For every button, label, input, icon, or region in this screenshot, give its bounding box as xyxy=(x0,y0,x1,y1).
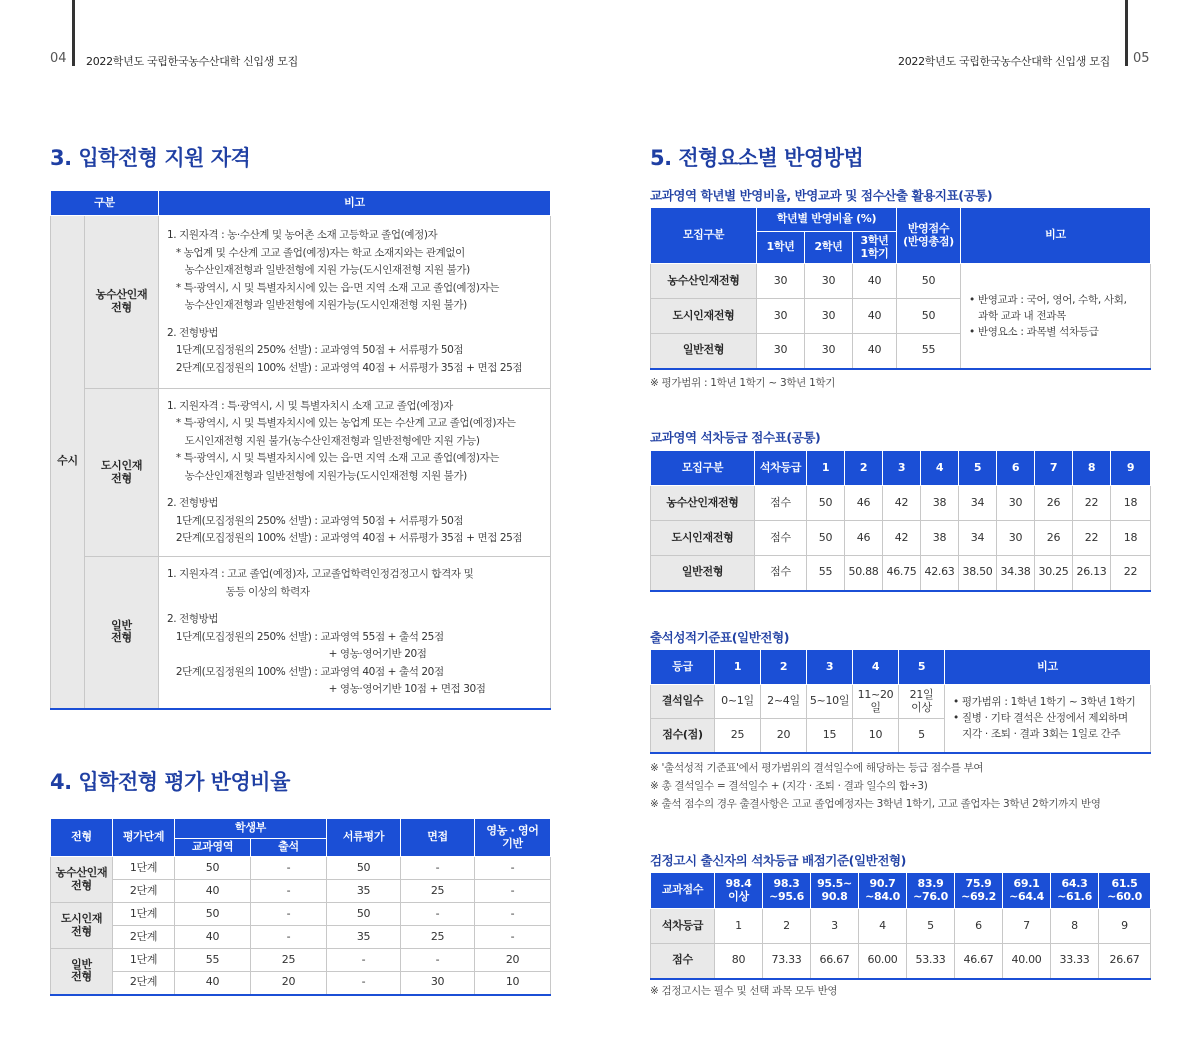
value-cell: 42 xyxy=(883,521,921,556)
value-cell: 42 xyxy=(883,486,921,521)
t3-header: 비고 xyxy=(945,650,1151,685)
section5-title: 5. 전형요소별 반영방법 xyxy=(650,146,864,170)
t2-header: 7 xyxy=(1035,451,1073,486)
t4-header-range: 90.7 ~84.0 xyxy=(859,873,907,909)
right-header-title: 2022학년도 국립한국농수산대학 신입생 모집 xyxy=(898,55,1110,68)
value-cell: 80 xyxy=(715,944,763,979)
group-name-text: 농수산인재 전형 xyxy=(55,865,108,892)
t4-header-range: 75.9 ~69.2 xyxy=(955,873,1003,909)
t1-note-list xyxy=(969,292,1148,340)
table-row xyxy=(51,880,551,903)
value-cell: 46.75 xyxy=(883,556,921,591)
value-cell: - xyxy=(475,926,551,949)
eligibility-row-desc xyxy=(159,557,551,709)
header-subject: 교과영역 xyxy=(175,839,251,857)
eligibility-header-category: 구분 xyxy=(51,191,159,216)
value-cell: 38.50 xyxy=(959,556,997,591)
value-cell: 53.33 xyxy=(907,944,955,979)
header-attendance: 출석 xyxy=(251,839,327,857)
header-farming-english-text: 영농 · 영어 기반 xyxy=(486,823,539,850)
table-row xyxy=(51,949,551,972)
group-name: 도시인재전형 xyxy=(651,299,757,334)
row-name-text: 도시인재 전형 xyxy=(100,458,143,485)
t1-header-y3-text: 3학년 1학기 xyxy=(860,233,889,260)
t4-header-range: 61.5 ~60.0 xyxy=(1099,873,1151,909)
table3-footnote-3: ※ 출석 점수의 경우 출결사항은 고교 졸업예정자는 3학년 1학기, 고교 졸업자는 3학년 2학기까지 반영 xyxy=(650,798,1101,810)
eligibility-category: 수시 xyxy=(51,216,85,709)
row-label: 점수(점) xyxy=(651,719,715,753)
ged-table xyxy=(650,872,1151,980)
note-item: • 반영요소 : 과목별 석차등급 xyxy=(969,325,1099,338)
value-cell: 34 xyxy=(959,521,997,556)
desc-line: * 농업계 및 수산계 고교 졸업(예정)자는 학교 소재지와는 관계없이 xyxy=(167,246,465,259)
desc-line: * 특·광역시, 시 및 특별자치시에 있는 농업계 또는 수산계 고교 졸업(예정)자는 xyxy=(167,417,516,429)
value-cell: 5 xyxy=(907,909,955,944)
value-cell: 40.00 xyxy=(1003,944,1051,979)
stage-cell: 1단계 xyxy=(113,857,175,880)
value-cell: 38 xyxy=(921,521,959,556)
value-cell: 22 xyxy=(1073,486,1111,521)
rank-score-table xyxy=(650,450,1151,592)
eligibility-header-note: 비고 xyxy=(159,191,551,216)
row-name-text: 농수산인재 전형 xyxy=(95,288,148,314)
value-cell: - xyxy=(401,949,475,972)
group-name-text: 도시인재 전형 xyxy=(60,911,103,938)
desc-line: 1. 지원자격 : 농·수산계 및 농어촌 소재 고등학교 졸업(예정)자 xyxy=(167,229,438,241)
grade-ratio-table xyxy=(650,207,1151,370)
value-cell: 30 xyxy=(757,334,805,369)
value-cell: 30.25 xyxy=(1035,556,1073,591)
value-cell: 11~20일 xyxy=(853,685,899,719)
t4-body xyxy=(651,873,1151,979)
value-cell: 6 xyxy=(955,909,1003,944)
value-cell: 점수 xyxy=(755,556,807,591)
value-cell: 30 xyxy=(757,299,805,334)
desc-line: 2. 전형방법 xyxy=(167,613,219,625)
table-row xyxy=(651,944,1151,979)
table-row xyxy=(651,873,1151,909)
t2-header: 6 xyxy=(997,451,1035,486)
desc-line: 1단계(모집정원의 250% 선발) : 교과영역 50점 + 서류평가 50점 xyxy=(167,344,464,356)
value-cell: 55 xyxy=(175,949,251,972)
group-name: 도시인재전형 xyxy=(651,521,755,556)
value-cell: - xyxy=(251,903,327,926)
t3-note-list xyxy=(953,694,1148,742)
t1-note-cell xyxy=(961,264,1151,369)
value-cell: 50 xyxy=(175,903,251,926)
table1-footnote: ※ 평가범위 : 1학년 1학기 ~ 3학년 1학기 xyxy=(650,377,836,389)
value-cell: 25 xyxy=(401,926,475,949)
table1-subtitle: 교과영역 학년별 반영비율, 반영교과 및 점수산출 활용지표(공통) xyxy=(650,188,993,203)
t2-header: 석차등급 xyxy=(755,451,807,486)
table3-footnote-2: ※ 총 결석일수 = 결석일수 + (지각 · 조퇴 · 결과 일수의 합÷3) xyxy=(650,780,928,792)
row-label: 점수 xyxy=(651,944,715,979)
value-cell: - xyxy=(401,903,475,926)
group-name: 농수산인재전형 xyxy=(651,486,755,521)
value-cell: 34 xyxy=(959,486,997,521)
value-cell: 50 xyxy=(897,299,961,334)
desc-line: 동등 이상의 학력자 xyxy=(167,585,310,598)
t3-header: 3 xyxy=(807,650,853,685)
t2-header: 4 xyxy=(921,451,959,486)
desc-line: 농수산인재전형과 일반전형에 지원가능(도시인재전형 지원 불가) xyxy=(167,299,467,311)
value-cell: 50 xyxy=(327,857,401,880)
value-cell: 10 xyxy=(475,972,551,995)
row-label: 석차등급 xyxy=(651,909,715,944)
desc-line: 농수산인재전형과 일반전형에 지원가능(도시인재전형 지원 불가) xyxy=(167,469,467,482)
t4-header-range: 64.3 ~61.6 xyxy=(1051,873,1099,909)
table3-subtitle: 출석성적기준표(일반전형) xyxy=(650,630,790,645)
ratio-body xyxy=(51,857,551,995)
value-cell: 35 xyxy=(327,926,401,949)
value-cell: - xyxy=(475,903,551,926)
row-name-text: 일반 전형 xyxy=(111,618,132,645)
value-cell: - xyxy=(251,857,327,880)
t3-header: 1 xyxy=(715,650,761,685)
value-cell: 4 xyxy=(859,909,907,944)
value-cell: - xyxy=(251,926,327,949)
t1-header-ratio: 학년별 반영비율 (%) xyxy=(757,208,897,232)
value-cell: 30 xyxy=(401,972,475,995)
table-row xyxy=(651,486,1151,521)
header-stage: 평가단계 xyxy=(113,819,175,857)
t1-header-score xyxy=(897,208,961,264)
t2-head-row xyxy=(651,451,1151,486)
t4-header-range: 69.1 ~64.4 xyxy=(1003,873,1051,909)
t3-header: 2 xyxy=(761,650,807,685)
desc-line: 2단계(모집정원의 100% 선발) : 교과영역 40점 + 서류평가 35점 + 면접 25점 xyxy=(167,532,523,544)
value-cell: 30 xyxy=(997,486,1035,521)
value-cell: 25 xyxy=(715,719,761,753)
value-cell: 30 xyxy=(997,521,1035,556)
value-cell: 55 xyxy=(807,556,845,591)
group-name xyxy=(51,903,113,949)
t1-header-note: 비고 xyxy=(961,208,1151,264)
value-cell: - xyxy=(251,880,327,903)
value-cell: 점수 xyxy=(755,486,807,521)
desc-line: 2단계(모집정원의 100% 선발) : 교과영역 40점 + 출석 20점 xyxy=(167,665,444,678)
table-row xyxy=(651,521,1151,556)
t2-header: 1 xyxy=(807,451,845,486)
value-cell: - xyxy=(475,857,551,880)
value-cell: 26 xyxy=(1035,486,1073,521)
desc-lines xyxy=(167,566,548,699)
stage-cell: 2단계 xyxy=(113,972,175,995)
value-cell: 2~4일 xyxy=(761,685,807,719)
desc-line: 농수산인재전형과 일반전형에 지원 가능(도시인재전형 지원 불가) xyxy=(167,264,470,276)
t1-header-y3 xyxy=(853,232,897,264)
eligibility-row-name xyxy=(85,216,159,389)
right-page-number: 05 xyxy=(1133,51,1150,66)
header-farming-english xyxy=(475,819,551,857)
desc-line: 도시인재전형 지원 불가(농수산인재전형과 일반전형에만 지원 가능) xyxy=(167,434,480,447)
eligibility-row-name xyxy=(85,389,159,557)
value-cell: 33.33 xyxy=(1051,944,1099,979)
t2-header: 2 xyxy=(845,451,883,486)
value-cell: 1 xyxy=(715,909,763,944)
t4-header-range: 98.4 이상 xyxy=(715,873,763,909)
value-cell: 46 xyxy=(845,486,883,521)
value-cell: 46 xyxy=(845,521,883,556)
desc-line: 2단계(모집정원의 100% 선발) : 교과영역 40점 + 서류평가 35점 + 면접 25점 xyxy=(167,361,523,374)
value-cell: 15 xyxy=(807,719,853,753)
t3-header: 5 xyxy=(899,650,945,685)
value-cell: 30 xyxy=(805,299,853,334)
value-cell: 21일 이상 xyxy=(899,685,945,719)
stage-cell: 1단계 xyxy=(113,903,175,926)
header-interview: 면접 xyxy=(401,819,475,857)
value-cell: 점수 xyxy=(755,521,807,556)
value-cell: 50 xyxy=(897,264,961,299)
note-item: • 평가범위 : 1학년 1학기 ~ 3학년 1학기 xyxy=(953,696,1136,709)
t1-header-score-text: 반영점수 (반영총점) xyxy=(903,221,954,248)
left-page-number: 04 xyxy=(50,51,67,66)
t1-body xyxy=(651,264,1151,369)
value-cell: 42.63 xyxy=(921,556,959,591)
value-cell: 66.67 xyxy=(811,944,859,979)
desc-line: + 영농·영어기반 20점 xyxy=(167,648,427,660)
value-cell: - xyxy=(327,949,401,972)
table-row xyxy=(651,264,1151,299)
value-cell: 35 xyxy=(327,880,401,903)
value-cell: - xyxy=(401,857,475,880)
value-cell: 50 xyxy=(807,486,845,521)
desc-line: 2. 전형방법 xyxy=(167,497,219,509)
value-cell: 40 xyxy=(853,264,897,299)
eligibility-row-name xyxy=(85,557,159,709)
note-item: • 질병 · 기타 결석은 산정에서 제외하며 지각 · 조퇴 · 결과 3회는 1일로 간주 xyxy=(953,712,1128,741)
t2-header: 5 xyxy=(959,451,997,486)
group-name: 일반전형 xyxy=(651,334,757,369)
t4-header-range: 83.9 ~76.0 xyxy=(907,873,955,909)
value-cell: 20 xyxy=(475,949,551,972)
left-header-title: 2022학년도 국립한국농수산대학 신입생 모집 xyxy=(86,55,298,68)
section3-title: 3. 입학전형 지원 자격 xyxy=(50,146,251,170)
t2-header: 3 xyxy=(883,451,921,486)
stage-cell: 2단계 xyxy=(113,926,175,949)
table-row xyxy=(51,903,551,926)
value-cell: 2 xyxy=(763,909,811,944)
desc-line: * 특·광역시, 시 및 특별자치시에 있는 읍·면 지역 소재 고교 졸업(예정)자는 xyxy=(167,281,500,294)
value-cell: 5~10일 xyxy=(807,685,853,719)
value-cell: 40 xyxy=(853,299,897,334)
group-name xyxy=(51,949,113,995)
value-cell: 20 xyxy=(251,972,327,995)
value-cell: 20 xyxy=(761,719,807,753)
group-name: 일반전형 xyxy=(651,556,755,591)
desc-line xyxy=(167,315,548,325)
value-cell: 30 xyxy=(805,264,853,299)
stage-cell: 1단계 xyxy=(113,949,175,972)
desc-line: 1. 지원자격 : 특·광역시, 시 및 특별자치시 소재 고교 졸업(예정)자 xyxy=(167,399,453,412)
eligibility-row-desc xyxy=(159,389,551,557)
value-cell: 30 xyxy=(757,264,805,299)
attendance-table xyxy=(650,649,1151,754)
header-document: 서류평가 xyxy=(327,819,401,857)
value-cell: - xyxy=(327,972,401,995)
t2-body xyxy=(651,486,1151,591)
value-cell: 40 xyxy=(175,880,251,903)
table3-footnote-1: ※ '출석성적 기준표'에서 평가범위의 결석일수에 해당하는 등급 점수를 부여 xyxy=(650,762,984,774)
stage-cell: 2단계 xyxy=(113,880,175,903)
value-cell: 18 xyxy=(1111,486,1151,521)
t3-header: 등급 xyxy=(651,650,715,685)
t1-header-y1: 1학년 xyxy=(757,232,805,264)
table4-subtitle: 검정고시 출신자의 석차등급 배점기준(일반전형) xyxy=(650,853,906,868)
table-row xyxy=(51,857,551,880)
t4-header-label: 교과점수 xyxy=(651,873,715,909)
value-cell: 38 xyxy=(921,486,959,521)
row-label: 결석일수 xyxy=(651,685,715,719)
value-cell: 60.00 xyxy=(859,944,907,979)
t2-header: 9 xyxy=(1111,451,1151,486)
t3-note-cell xyxy=(945,685,1151,753)
value-cell: 26 xyxy=(1035,521,1073,556)
value-cell: 50.88 xyxy=(845,556,883,591)
value-cell: 26.67 xyxy=(1099,944,1151,979)
value-cell: 18 xyxy=(1111,521,1151,556)
value-cell: 10 xyxy=(853,719,899,753)
t3-head-row xyxy=(651,650,1151,685)
table-row xyxy=(651,685,1151,719)
note-item: • 반영교과 : 국어, 영어, 수학, 사회, 과학 교과 내 전과목 xyxy=(969,293,1127,322)
t2-header: 8 xyxy=(1073,451,1111,486)
t2-header: 모집구분 xyxy=(651,451,755,486)
value-cell: 40 xyxy=(175,926,251,949)
desc-line: + 영농·영어기반 10점 + 면접 30점 xyxy=(167,683,486,695)
t4-header-range: 95.5~ 90.8 xyxy=(811,873,859,909)
table-row xyxy=(51,926,551,949)
section4-title: 4. 입학전형 평가 반영비율 xyxy=(50,770,290,794)
desc-line: 1. 지원자격 : 고교 졸업(예정)자, 고교졸업학력인정검정고시 합격자 및 xyxy=(167,568,474,580)
desc-line: 1단계(모집정원의 250% 선발) : 교과영역 50점 + 서류평가 50점 xyxy=(167,514,464,527)
desc-line xyxy=(167,485,548,495)
desc-line: 2. 전형방법 xyxy=(167,326,219,339)
left-header-bar xyxy=(72,0,75,66)
desc-line: 1단계(모집정원의 250% 선발) : 교과영역 55점 + 출석 25점 xyxy=(167,630,444,643)
group-name: 농수산인재전형 xyxy=(651,264,757,299)
table-row xyxy=(651,556,1151,591)
value-cell: 3 xyxy=(811,909,859,944)
header-type: 전형 xyxy=(51,819,113,857)
value-cell: 25 xyxy=(401,880,475,903)
value-cell: 8 xyxy=(1051,909,1099,944)
value-cell: 0~1일 xyxy=(715,685,761,719)
table-row xyxy=(51,972,551,995)
value-cell: 22 xyxy=(1111,556,1151,591)
right-header-bar xyxy=(1125,0,1128,66)
desc-line xyxy=(167,601,548,611)
group-name xyxy=(51,857,113,903)
desc-lines xyxy=(167,398,548,548)
value-cell: 22 xyxy=(1073,521,1111,556)
value-cell: 26.13 xyxy=(1073,556,1111,591)
value-cell: 40 xyxy=(853,334,897,369)
value-cell: 40 xyxy=(175,972,251,995)
value-cell: 5 xyxy=(899,719,945,753)
desc-lines xyxy=(167,227,548,377)
header-school-record: 학생부 xyxy=(175,819,327,839)
t3-body xyxy=(651,685,1151,753)
value-cell: 7 xyxy=(1003,909,1051,944)
value-cell: 34.38 xyxy=(997,556,1035,591)
value-cell: - xyxy=(475,880,551,903)
value-cell: 46.67 xyxy=(955,944,1003,979)
eligibility-row-desc xyxy=(159,216,551,389)
table-row xyxy=(651,909,1151,944)
table4-footnote: ※ 검정고시는 필수 및 선택 과목 모두 반영 xyxy=(650,985,838,997)
t3-header: 4 xyxy=(853,650,899,685)
group-name-text: 일반 전형 xyxy=(71,957,92,984)
table2-subtitle: 교과영역 석차등급 점수표(공통) xyxy=(650,430,821,445)
value-cell: 25 xyxy=(251,949,327,972)
t1-header-y2: 2학년 xyxy=(805,232,853,264)
evaluation-ratio-table xyxy=(50,818,551,996)
value-cell: 50 xyxy=(175,857,251,880)
value-cell: 30 xyxy=(805,334,853,369)
value-cell: 9 xyxy=(1099,909,1151,944)
value-cell: 73.33 xyxy=(763,944,811,979)
value-cell: 55 xyxy=(897,334,961,369)
value-cell: 50 xyxy=(327,903,401,926)
t4-header-range: 98.3 ~95.6 xyxy=(763,873,811,909)
eligibility-table xyxy=(50,190,551,710)
value-cell: 50 xyxy=(807,521,845,556)
t1-header-group: 모집구분 xyxy=(651,208,757,264)
desc-line: * 특·광역시, 시 및 특별자치시에 있는 읍·면 지역 소재 고교 졸업(예정)자는 xyxy=(167,452,500,464)
